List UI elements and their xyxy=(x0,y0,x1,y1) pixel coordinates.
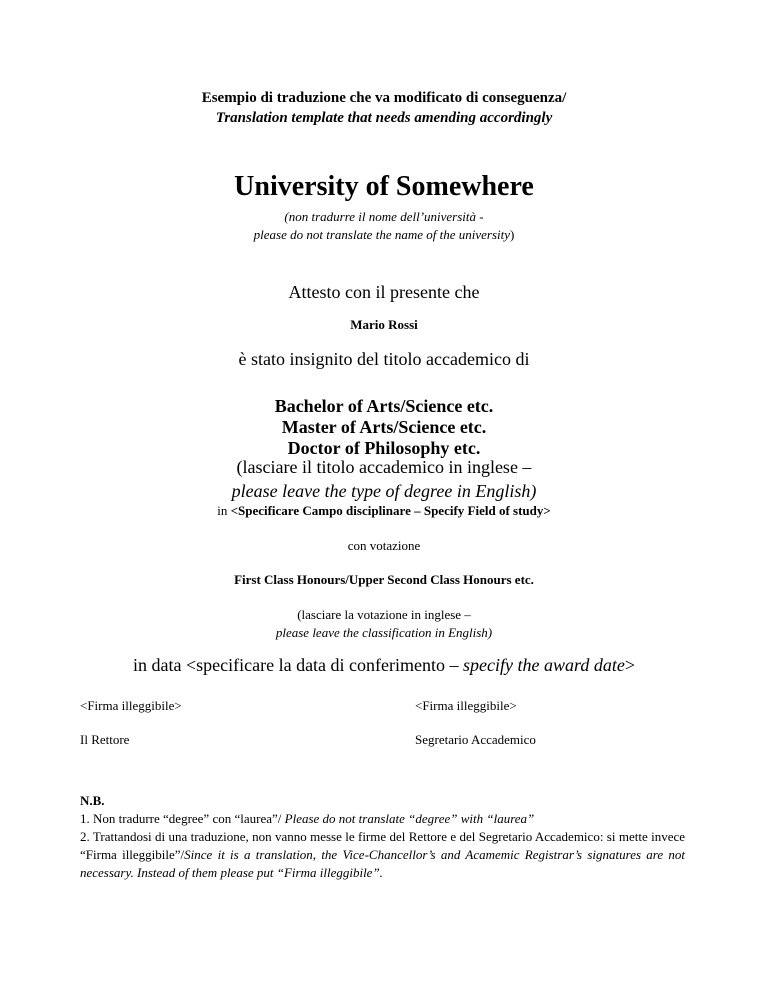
award-date-suffix: > xyxy=(624,655,635,675)
award-date-italic: specify the award date xyxy=(463,655,625,675)
title-rector: Il Rettore xyxy=(80,732,130,747)
degree-note-english: please leave the type of degree in English) xyxy=(231,481,537,501)
university-note-english: please do not translate the name of the university xyxy=(253,227,510,242)
award-date-prefix: in data <specificare la data di conferimento – xyxy=(133,655,464,675)
note-item-2 xyxy=(80,828,685,882)
university-note xyxy=(0,208,768,244)
grade-note-italian: (lasciare la votazione in inglese – xyxy=(297,607,471,622)
header-line-english: Translation template that needs amending accordingly xyxy=(215,110,553,126)
field-of-study xyxy=(0,502,768,520)
degree-doctor: Doctor of Philosophy etc. xyxy=(287,438,481,458)
signature-right: <Firma illeggibile> xyxy=(415,698,517,713)
note-item-1 xyxy=(80,810,685,828)
signature-left: <Firma illeggibile> xyxy=(80,698,182,713)
header-line-italian: Esempio di traduzione che va modificato di conseguenza/ xyxy=(201,90,567,106)
university-note-close-paren: ) xyxy=(510,227,515,242)
certify-intro: Attesto con il presente che xyxy=(288,282,480,302)
degree-master: Master of Arts/Science etc. xyxy=(281,417,487,437)
document-header xyxy=(0,88,768,128)
note-item-2-italian: 2. Trattandosi di una traduzione, non vanno messe le firme del Rettore e del Segretario Accademico: si mette invece “Firma illeggibile”/ xyxy=(80,829,685,862)
university-note-italian: (non tradurre il nome dell’università - xyxy=(284,209,484,224)
title-academic-secretary: Segretario Accademico xyxy=(415,732,536,747)
degree-note xyxy=(0,455,768,503)
award-date xyxy=(0,653,768,677)
field-value: <Specificare Campo disciplinare – Specify Field of study> xyxy=(230,503,551,518)
grade-label: con votazione xyxy=(347,538,421,553)
note-item-2-english: Since it is a translation, the Vice-Chancellor’s and Acamemic Registrar’s signatures are not necessary. Instead of them please put “Firma illeggibile”. xyxy=(80,847,685,880)
grade-note xyxy=(0,606,768,642)
notes-section xyxy=(80,792,685,882)
degree-list xyxy=(0,396,768,459)
degree-note-italian: (lasciare il titolo accademico in inglese – xyxy=(236,457,532,477)
field-prefix: in xyxy=(217,503,231,518)
recipient-name: Mario Rossi xyxy=(350,317,418,332)
awarded-statement: è stato insignito del titolo accademico di xyxy=(238,349,530,369)
note-item-1-italian: 1. Non tradurre “degree” con “laurea”/ xyxy=(80,811,285,826)
university-note-english-line xyxy=(0,226,768,244)
notes-title: N.B. xyxy=(80,793,105,808)
degree-bachelor: Bachelor of Arts/Science etc. xyxy=(274,396,494,416)
grade-note-english: please leave the classification in English) xyxy=(275,625,493,640)
grade-value: First Class Honours/Upper Second Class Honours etc. xyxy=(234,572,534,587)
note-item-1-english: Please do not translate “degree” with “laurea” xyxy=(284,811,535,826)
university-name: University of Somewhere xyxy=(234,171,534,202)
